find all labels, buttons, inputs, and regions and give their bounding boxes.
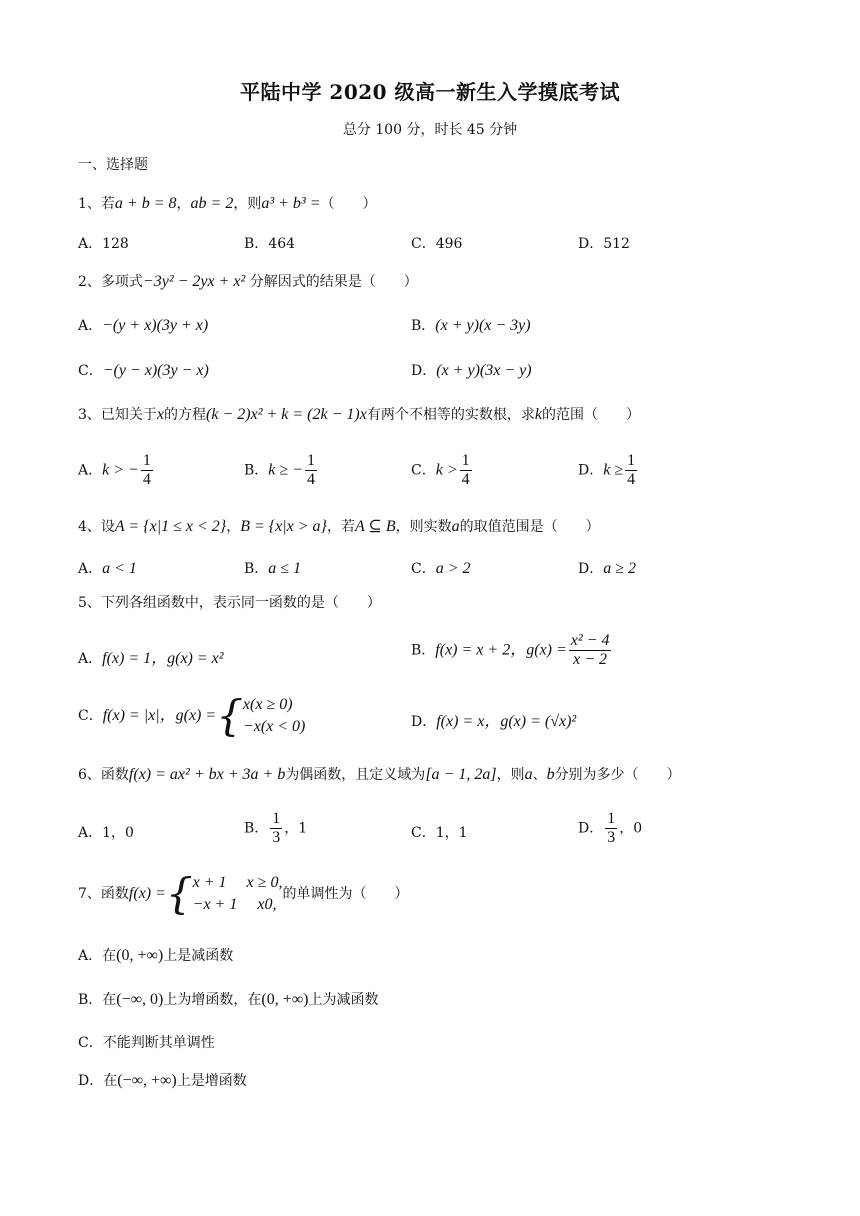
q1-option-c[interactable]: C．496 (411, 236, 463, 252)
q5-option-d[interactable]: D．f(x) = x，g(x) = (√x)² (411, 713, 577, 730)
q7-option-c[interactable]: C．不能判断其单调性 (78, 1035, 215, 1051)
q5-option-a[interactable]: A．f(x) = 1，g(x) = x² (78, 650, 224, 667)
q3-option-a[interactable]: A．k > − $\frac{1}{4}$ (78, 452, 151, 488)
q2-option-b[interactable]: B．(x + y)(x − 3y) (411, 317, 531, 334)
q6-option-a[interactable]: A．1，0 (78, 825, 134, 841)
q6-option-c[interactable]: C．1，1 (411, 825, 468, 841)
question-5: 5、下列各组函数中，表示同一函数的是（ ） (78, 595, 381, 611)
q4-option-c[interactable]: C．a > 2 (411, 560, 471, 577)
section-heading: 一、选择题 (78, 157, 148, 173)
q7-option-a[interactable]: A．在(0, +∞)上是减函数 (78, 947, 234, 964)
q2-option-c[interactable]: C．−(y − x)(3y − x) (78, 362, 209, 379)
q3-option-c[interactable]: C．k > $\frac{1}{4}$ (411, 452, 470, 488)
q6-option-b[interactable]: B． $\frac{1}{3}$ ，1 (244, 810, 308, 846)
q5-option-c[interactable]: C．f(x) = |x|，g(x) ={ x(x ≥ 0) −x(x < 0) (78, 691, 306, 740)
q4-option-a[interactable]: A．a < 1 (78, 560, 137, 577)
q2-option-a[interactable]: A．−(y + x)(3y + x) (78, 317, 209, 334)
exam-title: 平陆中学 2020 级高一新生入学摸底考试 (239, 80, 621, 104)
q1-option-b[interactable]: B．464 (244, 236, 296, 252)
q1-option-d[interactable]: D．512 (578, 236, 630, 252)
exam-subtitle: 总分 100 分，时长 45 分钟 (342, 122, 518, 138)
question-1: 1、若a + b = 8，ab = 2，则a³ + b³ =（ ） (78, 195, 377, 212)
question-6: 6、函数f(x) = ax² + bx + 3a + b为偶函数，且定义域为[a − 1, 2a]，则a、b分别为多少（ ） (78, 766, 681, 783)
q7-option-d[interactable]: D．在(−∞, +∞)上是增函数 (78, 1072, 247, 1089)
q1-option-a[interactable]: A．128 (78, 236, 129, 252)
q7-option-b[interactable]: B．在(−∞, 0)上为增函数，在(0, +∞)上为减函数 (78, 991, 379, 1008)
q4-option-d[interactable]: D．a ≥ 2 (578, 560, 637, 577)
q5-option-b[interactable]: B．f(x) = x + 2，g(x) = $\frac{\text{x² − 4}}{x - 2}$ (411, 632, 610, 668)
q6-option-d[interactable]: D． $\frac{1}{3}$ ，0 (578, 810, 643, 846)
question-2: 2、多项式−3y² − 2yx + x² 分解因式的结果是（ ） (78, 273, 418, 290)
q3-option-d[interactable]: D．k ≥ $\frac{1}{4}$ (578, 452, 636, 488)
q4-option-b[interactable]: B．a ≤ 1 (244, 560, 302, 577)
question-7: 7、函数f(x) ={ x + 1 x ≥ 0, −x + 1 x0, 的单调性为（ ） (78, 869, 409, 918)
q3-option-b[interactable]: B．k ≥ − $\frac{1}{4}$ (244, 452, 315, 488)
question-3: 3、已知关于x的方程(k − 2)x² + k = (2k − 1)x有两个不相等的实数根，求k的范围（ ） (78, 406, 640, 423)
q2-option-d[interactable]: D．(x + y)(3x − y) (411, 362, 532, 379)
question-4: 4、设A = {x|1 ≤ x < 2}，B = {x|x > a}，若A ⊆ B，则实数a的取值范围是（ ） (78, 518, 600, 535)
